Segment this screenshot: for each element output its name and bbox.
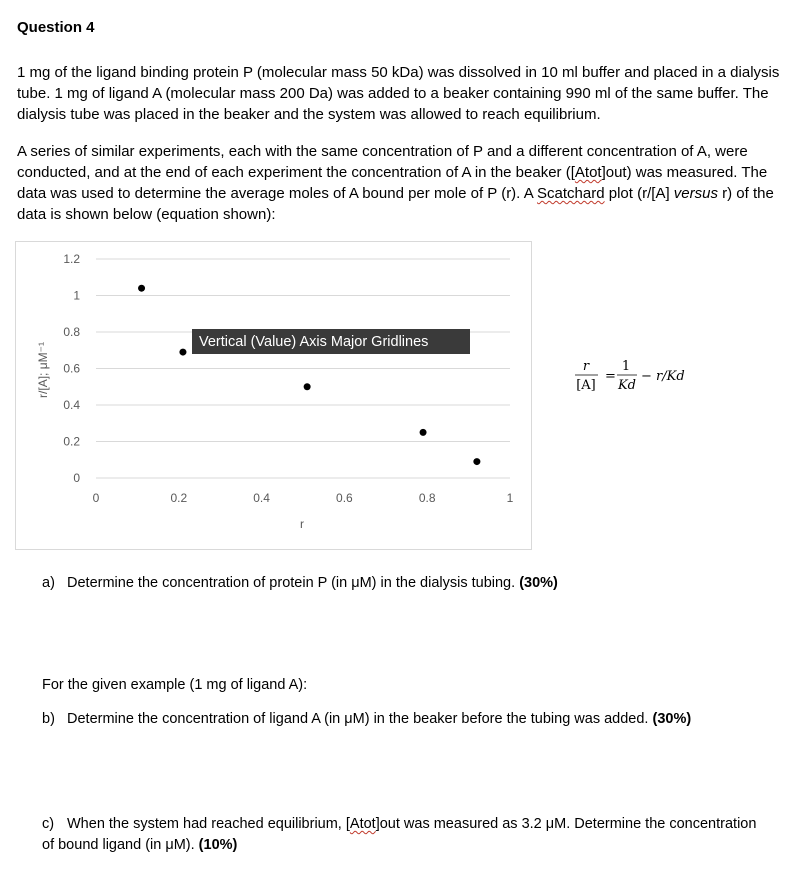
eq-rhs-denominator: Kd [617, 378, 637, 393]
x-axis-ticks [93, 491, 514, 505]
scatchard-chart[interactable] [15, 241, 685, 550]
data-point[interactable] [473, 458, 480, 465]
versus-term: versus [673, 185, 718, 202]
y-tick-label: 0 [73, 471, 80, 485]
y-tick-label: 1.2 [63, 252, 80, 266]
y-tick-label: 0.6 [63, 361, 80, 376]
part-c-label: c) [42, 816, 55, 832]
eq-lhs-numerator: r [582, 359, 590, 374]
eq-rhs-numerator: 1 [621, 359, 631, 374]
part-a-marks: (30%) [519, 575, 558, 591]
x-tick-label: 0.6 [336, 491, 353, 505]
intro-paragraph: 1 mg of the ligand binding protein P (molecular mass 50 kDa) was dissolved in 10 ml buffer and placed in a dialysis tube. 1 mg of ligand A (molecular mass 200 Da) was added to a beaker containing 990 ml of the same buffer. The dialysis tube was placed in the beaker and the system was allowed to reach equilibrium. [17, 64, 780, 123]
scatchard-plot-svg [16, 242, 531, 549]
gridline-tooltip [192, 329, 470, 354]
p2-text-4: r) of the data is shown below (equation shown): [17, 185, 774, 223]
y-axis-ticks [63, 252, 80, 485]
x-tick-label: 0.8 [418, 491, 436, 505]
experiment-paragraph [17, 141, 787, 225]
part-c-marks: (10%) [198, 837, 238, 853]
eq-rhs-tail: − r/Kd [641, 369, 685, 384]
p2-text-1: A series of similar experiments, each with the same concentration of P and a different concentration of A, were conducted, and at the end of each experiment the concentration of A in the beaker ([ [17, 143, 748, 181]
scatchard-term: Scatchard [537, 185, 605, 202]
x-tick-label: 1 [506, 491, 514, 505]
eq-equals: = [605, 369, 616, 384]
part-b-text: Determine the concentration of ligand A (in μM) in the beaker before the tubing was added. [67, 711, 649, 727]
data-point[interactable] [420, 429, 427, 436]
part-a-label: a) [42, 575, 55, 591]
part-b-marks: (30%) [652, 711, 692, 727]
scatchard-equation [571, 356, 711, 406]
x-tick-label: 0.2 [170, 491, 188, 505]
part-a [42, 575, 558, 591]
x-tick-label: 0 [92, 491, 100, 505]
y-tick-label: 0.8 [63, 325, 80, 339]
tooltip-text: Vertical (Value) Axis Major Gridlines [199, 334, 429, 350]
eq-lhs-denominator: [A] [576, 378, 596, 393]
data-point[interactable] [304, 383, 311, 390]
gridlines [96, 259, 510, 478]
given-example: For the given example (1 mg of ligand A): [42, 677, 308, 693]
x-tick-label: 0.4 [253, 491, 270, 505]
y-axis-label: r/[A]; μM⁻¹ [36, 342, 50, 398]
x-axis-label: r [300, 517, 304, 531]
y-tick-label: 1 [73, 288, 80, 303]
part-c [42, 814, 762, 856]
part-b [42, 711, 691, 727]
data-points [138, 285, 480, 465]
data-point[interactable] [179, 349, 186, 356]
atot-term: Atot [574, 164, 602, 181]
part-c-text-1: When the system had reached equilibrium, [ [67, 816, 350, 832]
part-c-atot: Atot [349, 816, 376, 832]
p2-text-2: ]out) was measured. The data was used to determine the average moles of A bound per mole of P (r). A [17, 164, 768, 202]
y-tick-label: 0.2 [63, 434, 80, 449]
question-title: Question 4 [17, 19, 95, 36]
y-tick-label: 0.4 [63, 398, 80, 412]
p2-text-3: plot (r/[A] [604, 185, 674, 202]
data-point[interactable] [138, 285, 145, 292]
part-b-label: b) [42, 711, 55, 727]
part-a-text: Determine the concentration of protein P (in μM) in the dialysis tubing. [67, 575, 516, 591]
part-c-text-2: ]out was measured as 3.2 μM. Determine the concentration of bound ligand (in μM). [42, 816, 757, 853]
